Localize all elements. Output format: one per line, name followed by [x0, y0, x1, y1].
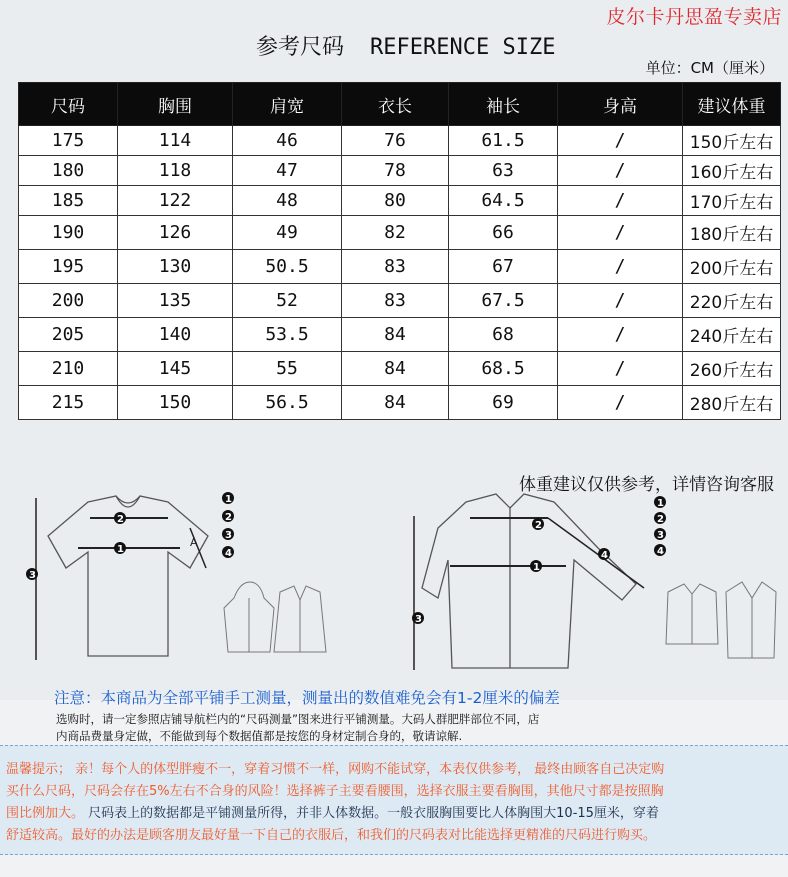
- hoodie-icon: [224, 582, 274, 652]
- title-cn: 参考尺码: [256, 35, 345, 60]
- table-cell: 80: [342, 186, 449, 216]
- shirt-legend-2: 2: [657, 514, 664, 525]
- warm-tip-line-3-dark: 尺码表上的数据都是平铺测量所得，并非人体数据。一般衣服胸围要比人体胸围大10-15厘米，穿着: [84, 806, 659, 821]
- table-cell: 52: [233, 284, 342, 318]
- tshirt-illustration: [48, 496, 208, 656]
- table-cell: 150斤左右: [683, 126, 781, 156]
- table-cell: 180: [19, 156, 118, 186]
- table-cell: 205: [19, 318, 118, 352]
- measurement-notice: 注意：本商品为全部平铺手工测量，测量出的数值难免会有1-2厘米的偏差: [54, 689, 560, 707]
- table-cell: 50.5: [233, 250, 342, 284]
- unit-label: 单位：CM（厘米）: [645, 59, 774, 77]
- table-cell: 83: [342, 284, 449, 318]
- table-cell: 82: [342, 216, 449, 250]
- table-cell: 200: [19, 284, 118, 318]
- shirt-legend: [654, 496, 666, 557]
- store-name[interactable]: 皮尔卡丹思盈专卖店: [606, 6, 782, 28]
- header-shoulder: 肩宽: [233, 83, 342, 126]
- shirt-marker-4: 4: [601, 550, 608, 561]
- tshirt-sleeve-letter: A: [190, 536, 198, 549]
- table-cell: 118: [118, 156, 233, 186]
- table-cell: /: [558, 318, 683, 352]
- table-row: [19, 250, 781, 284]
- table-cell: 53.5: [233, 318, 342, 352]
- shirt-legend-3: 3: [657, 530, 664, 541]
- table-cell: 215: [19, 386, 118, 420]
- tshirt-legend-1: 1: [225, 494, 232, 505]
- table-cell: /: [558, 386, 683, 420]
- table-cell: 66: [449, 216, 558, 250]
- table-row: [19, 386, 781, 420]
- table-cell: 48: [233, 186, 342, 216]
- table-cell: 210: [19, 352, 118, 386]
- table-cell: 130: [118, 250, 233, 284]
- table-cell: 190: [19, 216, 118, 250]
- table-cell: 63: [449, 156, 558, 186]
- warm-tip-line-1: 温馨提示； 亲！每个人的体型胖瘦不一，穿着习惯不一样，网购不能试穿，本表仅供参考， 最终由顾客自己决定购: [6, 762, 665, 777]
- warm-tip-line-3: [6, 803, 786, 825]
- table-row: [19, 186, 781, 216]
- table-row: [19, 318, 781, 352]
- table-cell: 200斤左右: [683, 250, 781, 284]
- table-cell: 64.5: [449, 186, 558, 216]
- header-weight: 建议体重: [683, 83, 781, 126]
- table-cell: 126: [118, 216, 233, 250]
- cardigan-icon: [274, 586, 326, 652]
- table-cell: 175: [19, 126, 118, 156]
- table-cell: 170斤左右: [683, 186, 781, 216]
- tshirt-legend: [222, 492, 234, 559]
- blazer-icon: [726, 582, 776, 658]
- table-cell: /: [558, 284, 683, 318]
- table-cell: 67: [449, 250, 558, 284]
- header-height: 身高: [558, 83, 683, 126]
- table-cell: 47: [233, 156, 342, 186]
- warm-tip-line-3-orange: 围比例加大。: [6, 806, 85, 821]
- tshirt-legend-3: 3: [225, 530, 232, 541]
- shirt-legend-4: 4: [657, 546, 664, 557]
- page-title: [256, 30, 555, 61]
- table-cell: 180斤左右: [683, 216, 781, 250]
- shirt-marker-3: 3: [415, 614, 422, 625]
- weight-note: 体重建议仅供参考，详情咨询客服: [519, 475, 774, 495]
- table-row: [19, 126, 781, 156]
- table-cell: 56.5: [233, 386, 342, 420]
- table-cell: /: [558, 186, 683, 216]
- table-header-row: [19, 83, 781, 126]
- table-cell: 135: [118, 284, 233, 318]
- table-cell: 114: [118, 126, 233, 156]
- table-cell: 69: [449, 386, 558, 420]
- instructions-line-1: 选购时，请一定参照店铺导航栏内的“尺码测量”图来进行平铺测量。大码人群肥胖部位不同，店: [56, 712, 540, 726]
- header-size: 尺码: [19, 83, 118, 126]
- size-table: [18, 82, 781, 420]
- table-cell: 140: [118, 318, 233, 352]
- warm-tip-line-2: 买什么尺码，尺码会存在5%左右不合身的风险！选择裤子主要看腰围，选择衣服主要看胸围，其他尺寸都是按照胸: [6, 784, 664, 799]
- warm-tip-line-4: [6, 825, 786, 847]
- jacket-icon: [666, 584, 718, 644]
- table-cell: 46: [233, 126, 342, 156]
- warm-tip-line-4-text: 舒适较高。最好的办法是顾客朋友最好量一下自己的衣服后，和我们的尺码表对比能选择更精准的尺码进行购买。: [6, 828, 657, 843]
- tshirt-legend-2: 2: [225, 512, 232, 523]
- table-cell: /: [558, 352, 683, 386]
- table-cell: 280斤左右: [683, 386, 781, 420]
- table-row: [19, 156, 781, 186]
- tshirt-marker-3: 3: [29, 570, 36, 581]
- shirt-marker-1: 1: [533, 562, 540, 573]
- table-cell: 84: [342, 386, 449, 420]
- table-cell: 145: [118, 352, 233, 386]
- table-cell: 67.5: [449, 284, 558, 318]
- table-cell: /: [558, 216, 683, 250]
- table-row: [19, 352, 781, 386]
- warm-tip-text: [6, 759, 786, 847]
- table-cell: 185: [19, 186, 118, 216]
- header-length: 衣长: [342, 83, 449, 126]
- dress-shirt-illustration: [422, 494, 636, 668]
- header-sleeve: 袖长: [449, 83, 558, 126]
- shirt-legend-1: 1: [657, 498, 664, 509]
- table-cell: 84: [342, 352, 449, 386]
- tshirt-number-markers: [26, 512, 198, 581]
- table-cell: 220斤左右: [683, 284, 781, 318]
- table-cell: 68.5: [449, 352, 558, 386]
- table-cell: 83: [342, 250, 449, 284]
- measurement-diagram: [18, 488, 778, 678]
- table-cell: 55: [233, 352, 342, 386]
- table-cell: 78: [342, 156, 449, 186]
- measurement-instructions: [56, 711, 636, 745]
- header-chest: 胸围: [118, 83, 233, 126]
- table-cell: 49: [233, 216, 342, 250]
- table-cell: 240斤左右: [683, 318, 781, 352]
- tshirt-legend-4: 4: [225, 548, 232, 559]
- table-cell: 122: [118, 186, 233, 216]
- table-row: [19, 216, 781, 250]
- table-cell: 68: [449, 318, 558, 352]
- tshirt-marker-2: 2: [117, 514, 124, 525]
- tshirt-marker-1: 1: [117, 544, 124, 555]
- title-en: REFERENCE SIZE: [370, 35, 556, 60]
- table-cell: 76: [342, 126, 449, 156]
- table-cell: 84: [342, 318, 449, 352]
- shirt-number-markers: [412, 518, 610, 625]
- instructions-line-2: 内商品费量身定做，不能做到每个数据值都是按您的身材定制合身的，敬请谅解.: [56, 729, 463, 743]
- table-row: [19, 284, 781, 318]
- table-cell: /: [558, 250, 683, 284]
- table-cell: 150: [118, 386, 233, 420]
- table-cell: 160斤左右: [683, 156, 781, 186]
- table-cell: /: [558, 156, 683, 186]
- table-cell: 260斤左右: [683, 352, 781, 386]
- shirt-marker-2: 2: [535, 520, 542, 531]
- table-cell: /: [558, 126, 683, 156]
- table-cell: 61.5: [449, 126, 558, 156]
- table-cell: 195: [19, 250, 118, 284]
